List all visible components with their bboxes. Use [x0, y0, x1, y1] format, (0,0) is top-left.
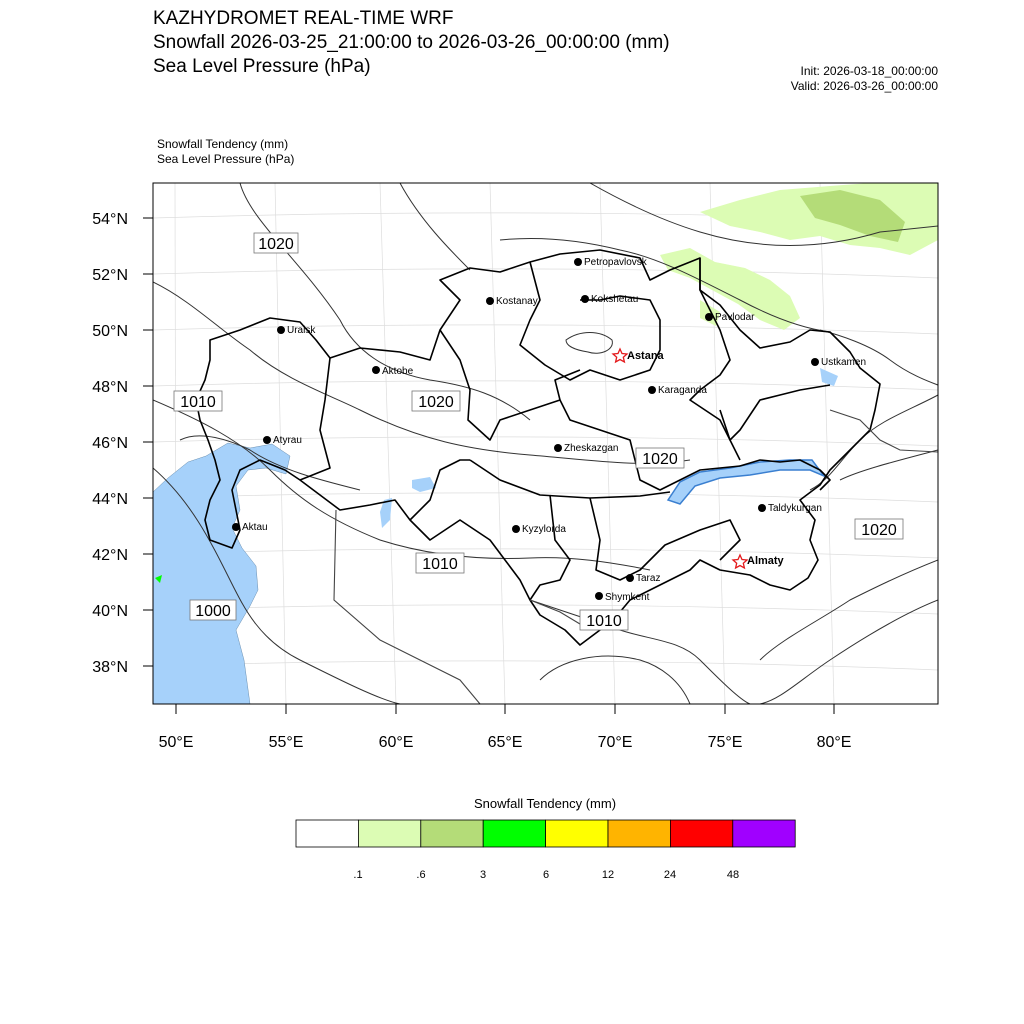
lat-label: 54°N — [92, 211, 128, 228]
lat-ticks — [143, 218, 153, 666]
isobar-label — [580, 610, 628, 630]
city-taraz — [626, 573, 660, 584]
graticule — [153, 183, 938, 704]
lat-label: 50°N — [92, 323, 128, 340]
lat-label: 46°N — [92, 435, 128, 452]
lat-label: 48°N — [92, 379, 128, 396]
city-ustkamen — [811, 357, 866, 368]
colorbar-bin — [421, 820, 483, 847]
isobar-label — [636, 448, 684, 468]
city-almaty — [733, 555, 785, 568]
colorbar-tick: 3 — [479, 869, 487, 881]
city-petropavlovsk — [574, 257, 648, 268]
isobar-label — [174, 391, 222, 411]
city-astana — [613, 349, 665, 362]
lat-label: 40°N — [92, 603, 128, 620]
svg-text:1020: 1020 — [861, 522, 897, 539]
svg-text:Taraz: Taraz — [636, 573, 661, 584]
colorbar-title: Snowfall Tendency (mm) — [473, 796, 617, 811]
lon-label: 60°E — [378, 734, 414, 751]
svg-text:Atyrau: Atyrau — [273, 435, 302, 446]
caspian-sea — [153, 443, 290, 704]
lat-label: 38°N — [92, 659, 128, 676]
svg-text:1020: 1020 — [258, 236, 294, 253]
init-time: Init: 2026-03-18_00:00:00 — [800, 64, 938, 78]
svg-text:Almaty: Almaty — [747, 555, 784, 567]
lat-label: 52°N — [92, 267, 128, 284]
svg-text:Astana: Astana — [627, 350, 664, 362]
svg-text:Aktau: Aktau — [242, 522, 268, 533]
field-name-slp: Sea Level Pressure (hPa) — [157, 152, 295, 166]
colorbar-tick: 48 — [726, 869, 740, 881]
svg-text:1010: 1010 — [180, 394, 216, 411]
colorbar-bin — [670, 820, 732, 847]
colorbar-tick: .1 — [353, 869, 363, 881]
lon-label: 55°E — [268, 734, 304, 751]
city-shymkent — [595, 592, 650, 603]
colorbar-bin — [608, 820, 670, 847]
svg-text:Petropavlovsk: Petropavlovsk — [584, 257, 647, 268]
lat-labels — [92, 211, 128, 676]
city-aktau — [232, 522, 268, 533]
title-line-1: KAZHYDROMET REAL-TIME WRF — [153, 8, 454, 29]
lon-label: 65°E — [487, 734, 523, 751]
map-plot-area — [153, 183, 938, 704]
colorbar-bin — [733, 820, 795, 847]
colorbar-tick: 12 — [601, 869, 615, 881]
title-line-2: Snowfall 2026-03-25_21:00:00 to 2026-03-26_00:00:00 (mm) — [153, 32, 670, 53]
colorbar-bin — [483, 820, 545, 847]
city-karaganda — [648, 385, 707, 396]
lon-label: 80°E — [816, 734, 852, 751]
svg-text:1020: 1020 — [418, 394, 454, 411]
lon-labels — [159, 734, 852, 751]
colorbar-bin — [358, 820, 420, 847]
svg-text:Aktobe: Aktobe — [382, 366, 414, 377]
svg-text:Ustkamen: Ustkamen — [821, 357, 867, 368]
svg-text:1020: 1020 — [642, 451, 678, 468]
svg-text:Karaganda: Karaganda — [658, 385, 707, 396]
svg-text:Shymkent: Shymkent — [605, 592, 650, 603]
colorbar — [296, 820, 795, 847]
svg-text:Taldykurgan: Taldykurgan — [768, 503, 822, 514]
svg-text:Kyzylorda: Kyzylorda — [522, 524, 566, 535]
isobar-label — [254, 233, 298, 253]
valid-time: Valid: 2026-03-26_00:00:00 — [790, 79, 938, 93]
city-taldykurgan — [758, 503, 822, 514]
lat-label: 44°N — [92, 491, 128, 508]
city-aktobe — [372, 366, 414, 377]
isobar-label — [412, 391, 460, 411]
isobar-label — [190, 600, 236, 620]
svg-text:1010: 1010 — [422, 556, 458, 573]
isobar-label — [855, 519, 903, 539]
colorbar-tick: 6 — [542, 869, 550, 881]
isobars — [153, 183, 938, 704]
colorbar-bin — [296, 820, 358, 847]
title-line-3: Sea Level Pressure (hPa) — [153, 56, 371, 77]
colorbar-bin — [546, 820, 608, 847]
lon-label: 75°E — [707, 734, 743, 751]
lon-label: 70°E — [597, 734, 633, 751]
lat-label: 42°N — [92, 547, 128, 564]
lon-label: 50°E — [158, 734, 194, 751]
colorbar-tick: 24 — [663, 869, 677, 881]
svg-text:Uralsk: Uralsk — [287, 325, 316, 336]
lake-zaisan — [820, 368, 838, 386]
city-zheskazgan — [554, 443, 618, 454]
svg-text:1010: 1010 — [586, 613, 622, 630]
svg-text:Kokshetau: Kokshetau — [591, 294, 639, 305]
city-kyzylorda — [512, 524, 566, 535]
svg-text:Pavlodar: Pavlodar — [715, 312, 755, 323]
svg-text:1000: 1000 — [195, 603, 231, 620]
colorbar-tick: .6 — [416, 869, 426, 881]
colorbar-ticks — [353, 869, 739, 881]
city-uralsk — [277, 325, 316, 336]
plot-frame — [153, 183, 938, 704]
lon-ticks — [176, 704, 834, 714]
svg-text:Zheskazgan: Zheskazgan — [564, 443, 619, 454]
isobar-label — [416, 553, 464, 573]
field-name-snowfall: Snowfall Tendency (mm) — [157, 137, 289, 151]
svg-text:Kostanay: Kostanay — [496, 296, 538, 307]
